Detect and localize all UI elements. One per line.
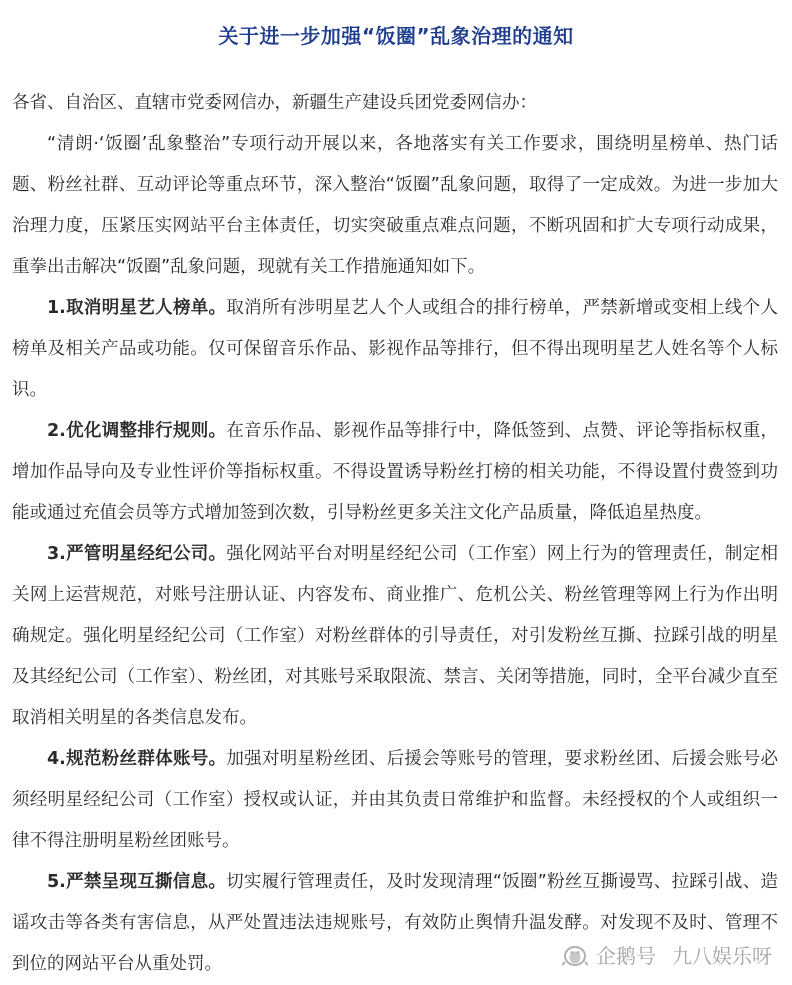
- item-3-heading: 3.严管明星经纪公司。: [47, 544, 227, 564]
- item-1-body: 取消所有涉明星艺人个人或组合的排行榜单，严禁新增或变相上线个人榜单及相关产品或功能。仅可保留音乐作品、影视作品等排行，但不得出现明星艺人姓名等个人标识。: [12, 298, 779, 400]
- document-body: [12, 83, 778, 985]
- item-2-paragraph: [12, 411, 778, 534]
- item-1-paragraph: [12, 288, 778, 411]
- item-3-body: 强化网站平台对明星经纪公司（工作室）网上行为的管理责任，制定相关网上运营规范，对账号注册认证、内容发布、商业推广、危机公关、粉丝管理等网上行为作出明确规定。强化明星经纪公司（工作室）对粉丝群体的引导责任，对引发粉丝互撕、拉踩引战的明星及其经纪公司（工作室）、粉丝团，对其账号采取限流、禁言、关闭等措施，同时，全平台减少直至取消相关明星的各类信息发布。: [12, 544, 779, 728]
- salutation: 各省、自治区、直辖市党委网信办，新疆生产建设兵团党委网信办：: [12, 93, 537, 113]
- item-2-body: 在音乐作品、影视作品等排行中，降低签到、点赞、评论等指标权重，增加作品导向及专业性评价等指标权重。不得设置诱导粉丝打榜的相关功能，不得设置付费签到功能或通过充值会员等方式增加签到次数，引导粉丝更多关注文化产品质量，降低追星热度。: [12, 421, 779, 523]
- watermark-platform: 企鹅号: [596, 944, 656, 968]
- item-4-heading: 4.规范粉丝群体账号。: [47, 749, 227, 769]
- document-title: 关于进一步加强“饭圈”乱象治理的通知: [218, 24, 574, 48]
- item-2-heading: 2.优化调整排行规则。: [47, 421, 227, 441]
- item-5-heading: 5.严禁呈现互撕信息。: [47, 872, 227, 892]
- penguin-logo-icon: [562, 944, 588, 966]
- item-3-paragraph: [12, 534, 778, 739]
- watermark: [562, 940, 772, 969]
- item-4-paragraph: [12, 739, 778, 862]
- watermark-author: 九八娱乐呀: [672, 944, 772, 968]
- item-5-body: 切实履行管理责任，及时发现清理“饭圈”粉丝互撕谩骂、拉踩引战、造谣攻击等各类有害信息，从严处置违法违规账号，有效防止舆情升温发酵。对发现不及时、管理不到位的网站平台从重处罚。: [12, 872, 778, 974]
- item-1-heading: 1.取消明星艺人榜单。: [47, 298, 227, 318]
- intro-paragraph: “清朗·‘饭圈’乱象整治”专项行动开展以来，各地落实有关工作要求，围绕明星榜单、热门话题、粉丝社群、互动评论等重点环节，深入整治“饭圈”乱象问题，取得了一定成效。为进一步加大治理力度，压紧压实网站平台主体责任，切实突破重点难点问题，不断巩固和扩大专项行动成果，重拳出击解决“饭圈”乱象问题，现就有关工作措施通知如下。: [12, 134, 778, 277]
- item-4-body: 加强对明星粉丝团、后援会等账号的管理，要求粉丝团、后援会账号必须经明星经纪公司（工作室）授权或认证，并由其负责日常维护和监督。未经授权的个人或组织一律不得注册明星粉丝团账号。: [12, 749, 779, 851]
